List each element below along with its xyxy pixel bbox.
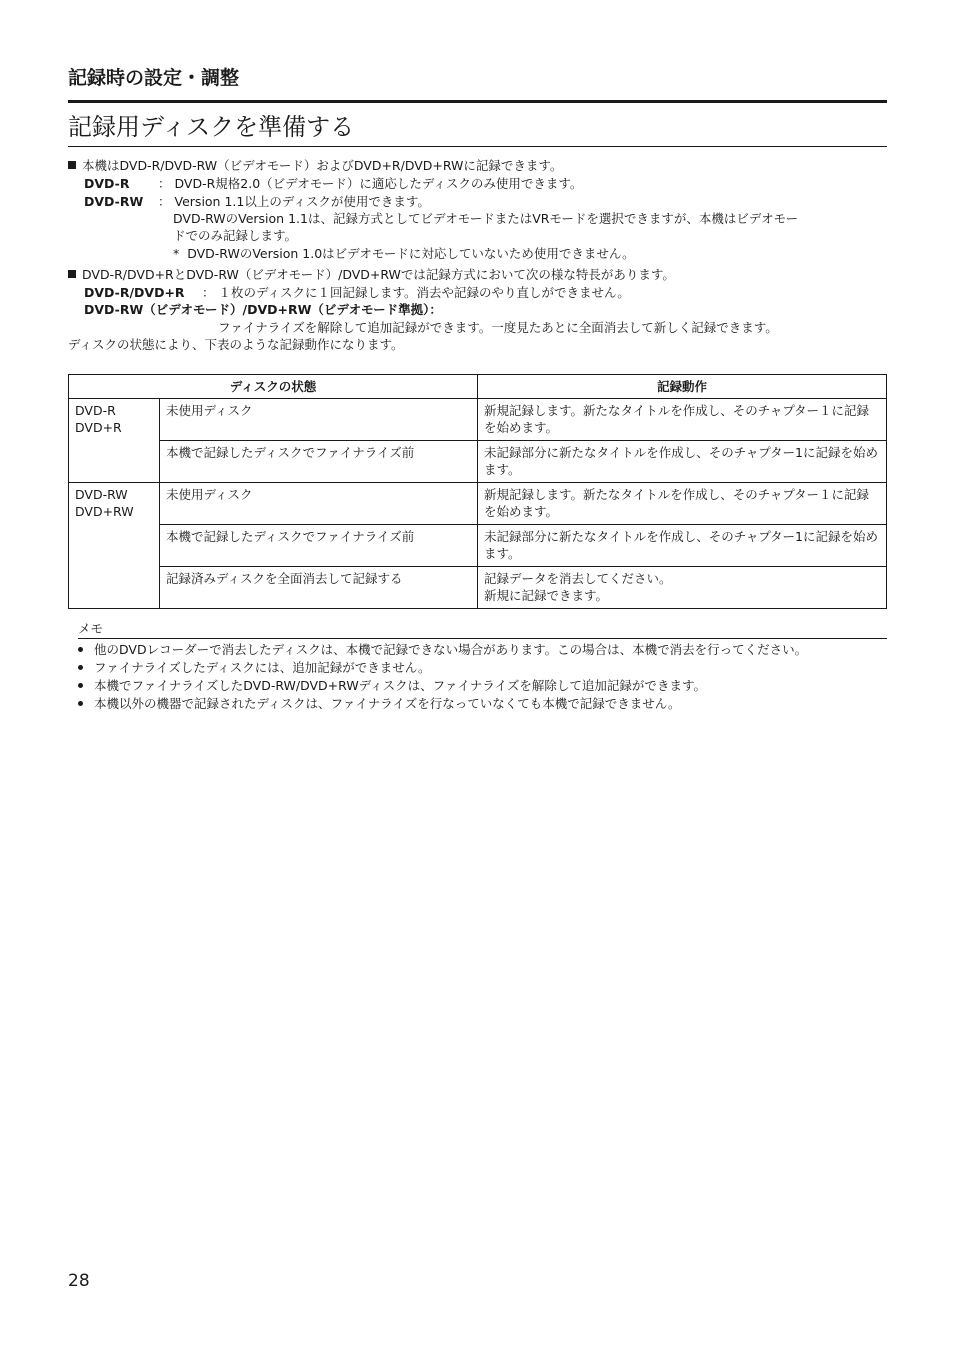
disc-status-table [68,374,887,609]
dvdr-plus-text: １枚のディスクに１回記録します。消去や記録のやり直しができません。 [218,285,630,300]
dvdrw-label: DVD-RW [84,194,144,209]
table-row [69,399,887,441]
colon: ： [158,194,171,209]
action-cell [478,567,887,609]
colon: ： [158,176,171,191]
state-cell: 本機で記録したディスクでファイナライズ前 [160,441,478,483]
state-cell: 未使用ディスク [160,399,478,441]
section-title: 記録時の設定・調整 [68,64,887,103]
list-item: 他のDVDレコーダーで消去したディスクは、本機で記録できない場合があります。この場合は、本機で消去を行ってください。 [76,641,887,658]
bullet-dot-icon [78,683,83,688]
dvdr-plus-label: DVD-R/DVD+R [84,285,185,300]
dvdrw-plus-text: ファイナライズを解除して追加記録ができます。一度見たあとに全面消去して新しく記録できます。 [218,320,778,335]
square-bullet-icon [68,161,76,169]
category-cell [69,399,160,483]
category-cell [69,483,160,609]
bullet-dot-icon [78,701,83,706]
table-row [69,441,887,483]
dvdrw-plus-label: DVD-RW（ビデオモード）/DVD+RW（ビデオモード準拠）： [84,302,442,317]
intro-bullet-2: DVD-R/DVD+RとDVD-RW（ビデオモード）/DVD+RWでは記録方式において次の様な特長があります。 [68,266,675,283]
table-row [69,483,887,525]
bullet-dot-icon [78,665,83,670]
colon: ： [202,285,215,300]
header-disc-state: ディスクの状態 [69,375,478,399]
table-intro: ディスクの状態により、下表のような記録動作になります。 [68,337,404,352]
category-line: DVD+R [75,420,122,435]
category-line: DVD+RW [75,504,134,519]
dvdrw-text-1: Version 1.1以上のディスクが使用できます。 [174,194,430,209]
bullet-dot-icon [78,647,83,652]
state-cell: 未使用ディスク [160,483,478,525]
state-cell: 本機で記録したディスクでファイナライズ前 [160,525,478,567]
memo-list [76,641,887,713]
action-cell: 新規記録します。新たなタイトルを作成し、そのチャプター１に記録を始めます。 [478,483,887,525]
list-item: ファイナライズしたディスクには、追加記録ができません。 [76,659,887,676]
list-item: 本機以外の機器で記録されたディスクは、ファイナライズを行なっていなくても本機で記録できません。 [76,695,887,712]
list-item: 本機でファイナライズしたDVD-RW/DVD+RWディスクは、ファイナライズを解除して追加記録ができます。 [76,677,887,694]
action-cell: 未記録部分に新たなタイトルを作成し、そのチャプター1に記録を始めます。 [478,525,887,567]
category-line: DVD-R [75,403,116,418]
dvdr-spec-line [84,175,582,192]
category-line: DVD-RW [75,487,128,502]
table-row [69,525,887,567]
square-bullet-icon [68,270,76,278]
dvdr-text: DVD-R規格2.0（ビデオモード）に適応したディスクのみ使用できます。 [174,176,583,191]
dvdrw-note: * DVD-RWのVersion 1.0はビデオモードに対応していないため使用できません。 [173,246,635,261]
action-line: 新規に記録できます。 [484,588,609,603]
dvdrw-spec-line [84,193,430,210]
dvdrw-text-2: DVD-RWのVersion 1.1は、記録方式としてビデオモードまたはVRモードを選択できますが、本機はビデオモー [173,211,799,226]
action-cell: 新規記録します。新たなタイトルを作成し、そのチャプター１に記録を始めます。 [478,399,887,441]
memo-title: メモ [78,620,887,639]
table-row [69,567,887,609]
dvdrw-text-3: ドでのみ記録します。 [173,228,298,243]
dvdr-plus-line [84,284,630,301]
state-cell: 記録済みディスクを全面消去して記録する [160,567,478,609]
table-header-row [69,375,887,399]
page-number: 28 [68,1271,90,1291]
action-cell: 未記録部分に新たなタイトルを作成し、そのチャプター1に記録を始めます。 [478,441,887,483]
header-record-action: 記録動作 [478,375,887,399]
action-line: 記録データを消去してください。 [484,571,672,586]
dvdr-label: DVD-R [84,176,130,191]
intro-bullet-1: 本機はDVD-R/DVD-RW（ビデオモード）およびDVD+R/DVD+RWに記録できます。 [68,157,562,174]
page-title: 記録用ディスクを準備する [68,110,887,147]
